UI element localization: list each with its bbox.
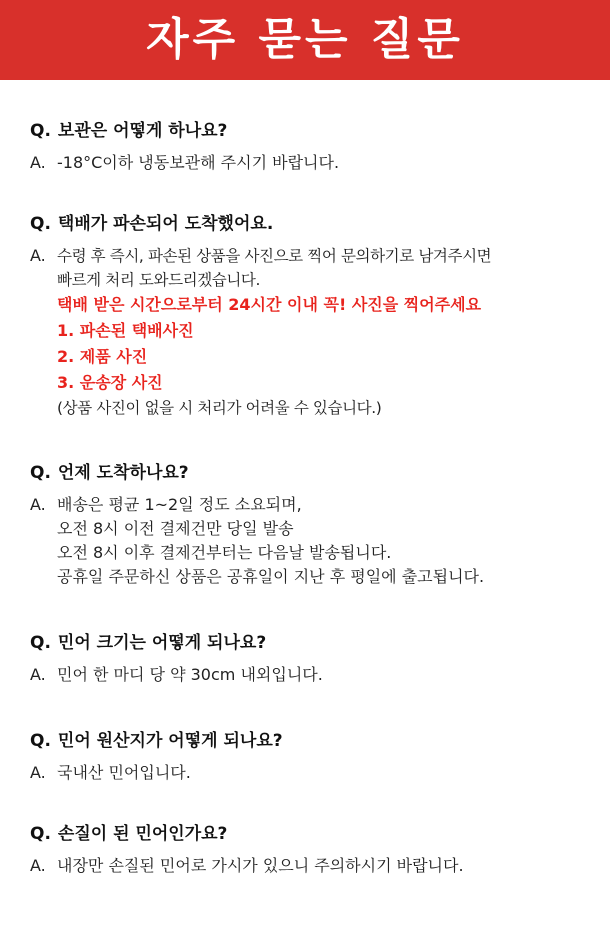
question-text: 민어 크기는 어떻게 되나요? [57,633,267,653]
question-prefix: Q. [30,463,51,483]
faq-question [30,462,590,484]
answer-prefix: A. [30,856,46,875]
answer-lines [57,854,590,878]
answer-lines [57,663,590,687]
answer-highlight-line: 택배 받은 시간으로부터 24시간 이내 꼭! 사진을 찍어주세요 [57,295,482,314]
faq-question [30,120,590,142]
answer-highlight-line: 1. 파손된 택배사진 [57,321,194,340]
question-prefix: Q. [30,731,51,751]
answer-prefix: A. [30,153,46,172]
faq-answer [30,761,590,785]
question-prefix: Q. [30,633,51,653]
faq-question [30,632,590,654]
question-prefix: Q. [30,824,51,844]
answer-line: 오전 8시 이전 결제건만 당일 발송 [57,519,294,538]
question-text: 보관은 어떻게 하나요? [57,121,228,141]
question-text: 민어 원산지가 어떻게 되나요? [57,731,283,751]
answer-line: 국내산 민어입니다. [57,763,191,782]
faq-answer [30,493,590,589]
answer-lines [57,493,590,589]
answer-line: 내장만 손질된 민어로 가시가 있으니 주의하시기 바랍니다. [57,856,464,875]
faq-question [30,730,590,752]
faq-answer [30,854,590,878]
question-text: 언제 도착하나요? [57,463,189,483]
answer-line: (상품 사진이 없을 시 처리가 어려울 수 있습니다.) [57,399,382,417]
faq-item [30,823,590,878]
faq-question [30,213,590,235]
faq-item [30,120,590,175]
faq-answer [30,151,590,175]
faq-question [30,823,590,845]
answer-line: 배송은 평균 1~2일 정도 소요되며, [57,495,302,514]
faq-item [30,213,590,420]
question-prefix: Q. [30,214,51,234]
answer-line: 빠르게 처리 도와드리겠습니다. [57,271,261,289]
answer-lines [57,244,590,420]
answer-line: 공휴일 주문하신 상품은 공휴일이 지난 후 평일에 출고됩니다. [57,567,485,586]
answer-lines [57,151,590,175]
answer-line: 오전 8시 이후 결제건부터는 다음날 발송됩니다. [57,543,392,562]
answer-lines [57,761,590,785]
faq-item [30,462,590,589]
answer-line: 수령 후 즉시, 파손된 상품을 사진으로 찍어 문의하기로 남겨주시면 [57,247,492,265]
answer-highlight-line: 3. 운송장 사진 [57,373,163,392]
question-text: 택배가 파손되어 도착했어요. [57,214,274,234]
page-title: 자주 묻는 질문 [146,14,464,65]
answer-highlight-line: 2. 제품 사진 [57,347,148,366]
faq-item [30,730,590,785]
answer-prefix: A. [30,665,46,684]
question-prefix: Q. [30,121,51,141]
answer-prefix: A. [30,763,46,782]
page-header [0,0,610,80]
question-text: 손질이 된 민어인가요? [57,824,228,844]
answer-line: -18°C이하 냉동보관해 주시기 바랍니다. [57,153,340,172]
faq-answer [30,663,590,687]
faq-item [30,632,590,687]
answer-line: 민어 한 마디 당 약 30cm 내외입니다. [57,665,323,684]
answer-prefix: A. [30,495,46,514]
faq-answer [30,244,590,420]
answer-prefix: A. [30,246,46,265]
